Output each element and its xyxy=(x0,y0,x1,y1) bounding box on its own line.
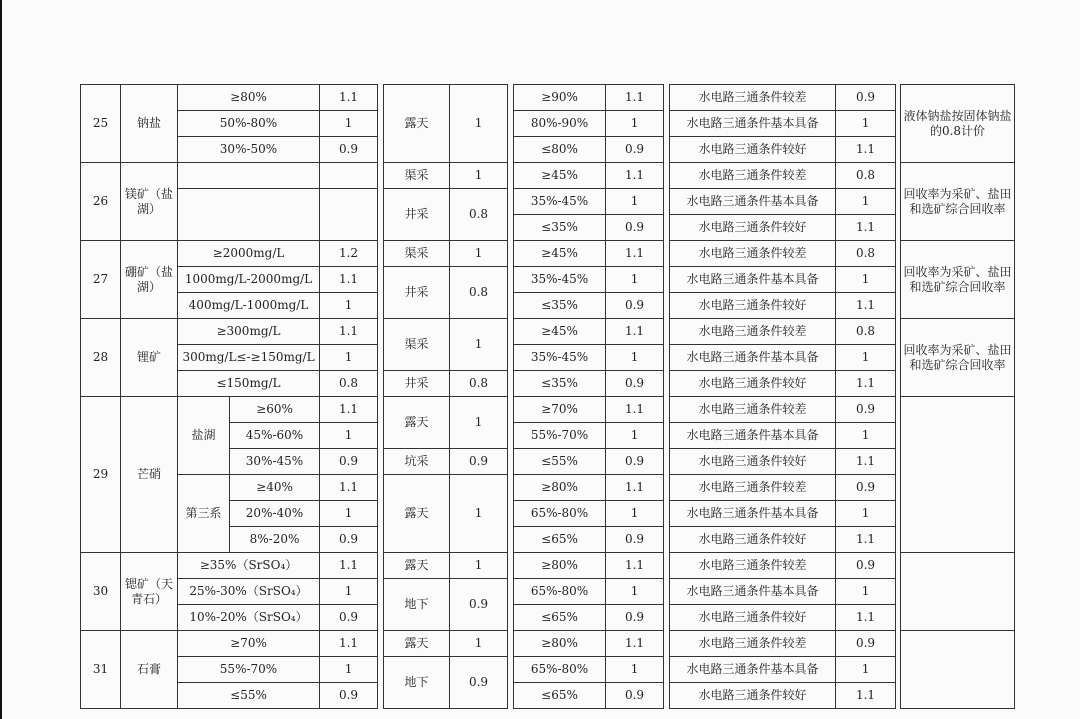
infrastructure-condition: 水电路三通条件基本具备 xyxy=(670,267,836,293)
grade-coefficient: 1.1 xyxy=(320,631,378,657)
method-coefficient: 1 xyxy=(450,85,508,163)
infrastructure-coefficient: 0.9 xyxy=(836,631,896,657)
infrastructure-condition: 水电路三通条件较好 xyxy=(670,137,836,163)
mining-method: 露天 xyxy=(384,631,450,657)
table-row xyxy=(81,85,1015,111)
grade-coefficient: 1 xyxy=(320,293,378,319)
table-row xyxy=(81,605,1015,631)
infrastructure-condition: 水电路三通条件基本具备 xyxy=(670,423,836,449)
table-row xyxy=(81,553,1015,579)
mining-method: 井采 xyxy=(384,189,450,241)
coefficient-table-container xyxy=(80,84,1014,709)
table-row xyxy=(81,241,1015,267)
infrastructure-coefficient: 1.1 xyxy=(836,449,896,475)
grade-coefficient: 1.2 xyxy=(320,241,378,267)
infrastructure-condition: 水电路三通条件较好 xyxy=(670,683,836,709)
table-row xyxy=(81,631,1015,657)
row-number: 25 xyxy=(81,85,121,163)
recovery-condition: 65%-80% xyxy=(514,501,606,527)
table-row xyxy=(81,137,1015,163)
grade-condition: 400mg/L-1000mg/L xyxy=(178,293,320,319)
recovery-coefficient: 0.9 xyxy=(606,449,664,475)
recovery-coefficient: 1.1 xyxy=(606,631,664,657)
row-number: 28 xyxy=(81,319,121,397)
grade-condition: 1000mg/L-2000mg/L xyxy=(178,267,320,293)
recovery-coefficient: 1 xyxy=(606,189,664,215)
mining-method: 坑采 xyxy=(384,449,450,475)
recovery-coefficient: 1.1 xyxy=(606,553,664,579)
recovery-coefficient: 1 xyxy=(606,423,664,449)
infrastructure-condition: 水电路三通条件较差 xyxy=(670,553,836,579)
grade-condition: 50%-80% xyxy=(178,111,320,137)
recovery-coefficient: 0.9 xyxy=(606,371,664,397)
recovery-condition: ≤65% xyxy=(514,683,606,709)
method-coefficient: 0.9 xyxy=(450,579,508,631)
recovery-coefficient: 1.1 xyxy=(606,163,664,189)
grade-coefficient: 1.1 xyxy=(320,553,378,579)
grade-coefficient: 0.8 xyxy=(320,371,378,397)
recovery-condition: ≥80% xyxy=(514,475,606,501)
infrastructure-coefficient: 1 xyxy=(836,423,896,449)
method-coefficient: 1 xyxy=(450,319,508,371)
infrastructure-condition: 水电路三通条件较好 xyxy=(670,371,836,397)
grade-coefficient: 1 xyxy=(320,657,378,683)
grade-condition: ≥35%（SrSO₄） xyxy=(178,553,320,579)
method-coefficient: 1 xyxy=(450,397,508,449)
infrastructure-condition: 水电路三通条件较差 xyxy=(670,631,836,657)
table-row xyxy=(81,345,1015,371)
infrastructure-coefficient: 1.1 xyxy=(836,215,896,241)
recovery-coefficient: 1.1 xyxy=(606,397,664,423)
recovery-condition: 35%-45% xyxy=(514,345,606,371)
table-row xyxy=(81,475,1015,501)
recovery-condition: ≤35% xyxy=(514,215,606,241)
row-number: 26 xyxy=(81,163,121,241)
infrastructure-coefficient: 1 xyxy=(836,657,896,683)
remark xyxy=(901,553,1015,631)
coefficient-table xyxy=(80,84,1015,709)
table-row xyxy=(81,371,1015,397)
recovery-coefficient: 1 xyxy=(606,579,664,605)
row-number: 29 xyxy=(81,397,121,553)
infrastructure-condition: 水电路三通条件较好 xyxy=(670,605,836,631)
infrastructure-coefficient: 0.8 xyxy=(836,319,896,345)
infrastructure-condition: 水电路三通条件基本具备 xyxy=(670,111,836,137)
infrastructure-coefficient: 1.1 xyxy=(836,371,896,397)
grade-condition: ≥80% xyxy=(178,85,320,111)
table-row xyxy=(81,267,1015,293)
recovery-coefficient: 1 xyxy=(606,111,664,137)
grade-coefficient xyxy=(320,163,378,189)
recovery-condition: ≥45% xyxy=(514,319,606,345)
mineral-name: 锶矿（天青石） xyxy=(121,553,178,631)
recovery-condition: ≥70% xyxy=(514,397,606,423)
infrastructure-condition: 水电路三通条件基本具备 xyxy=(670,501,836,527)
grade-condition: 30%-45% xyxy=(230,449,320,475)
mining-method: 地下 xyxy=(384,657,450,709)
recovery-condition: ≤65% xyxy=(514,527,606,553)
recovery-condition: ≥80% xyxy=(514,553,606,579)
recovery-condition: ≥45% xyxy=(514,163,606,189)
table-row xyxy=(81,579,1015,605)
grade-coefficient: 0.9 xyxy=(320,449,378,475)
recovery-coefficient: 1.1 xyxy=(606,475,664,501)
infrastructure-coefficient: 1.1 xyxy=(836,605,896,631)
table-row xyxy=(81,657,1015,683)
recovery-coefficient: 0.9 xyxy=(606,137,664,163)
grade-coefficient: 0.9 xyxy=(320,683,378,709)
recovery-coefficient: 1.1 xyxy=(606,85,664,111)
grade-coefficient: 1.1 xyxy=(320,85,378,111)
grade-coefficient: 0.9 xyxy=(320,605,378,631)
grade-coefficient: 1 xyxy=(320,111,378,137)
infrastructure-condition: 水电路三通条件较差 xyxy=(670,163,836,189)
deposit-subtype: 盐湖 xyxy=(178,397,230,475)
grade-coefficient: 0.9 xyxy=(320,137,378,163)
deposit-subtype: 第三系 xyxy=(178,475,230,553)
mineral-name: 硼矿（盐湖） xyxy=(121,241,178,319)
infrastructure-condition: 水电路三通条件基本具备 xyxy=(670,657,836,683)
recovery-coefficient: 1.1 xyxy=(606,319,664,345)
grade-coefficient: 1 xyxy=(320,501,378,527)
grade-condition xyxy=(178,163,320,189)
recovery-condition: ≥45% xyxy=(514,241,606,267)
table-row xyxy=(81,163,1015,189)
remark: 回收率为采矿、盐田和选矿综合回收率 xyxy=(901,319,1015,397)
remark: 回收率为采矿、盐田和选矿综合回收率 xyxy=(901,163,1015,241)
grade-condition: 300mg/L≤-≥150mg/L xyxy=(178,345,320,371)
recovery-condition: ≤65% xyxy=(514,605,606,631)
grade-condition: 25%-30%（SrSO₄） xyxy=(178,579,320,605)
method-coefficient: 1 xyxy=(450,475,508,553)
grade-condition: ≥2000mg/L xyxy=(178,241,320,267)
infrastructure-coefficient: 1.1 xyxy=(836,683,896,709)
table-row xyxy=(81,293,1015,319)
recovery-coefficient: 0.9 xyxy=(606,215,664,241)
recovery-condition: ≥90% xyxy=(514,85,606,111)
row-number: 31 xyxy=(81,631,121,709)
grade-coefficient xyxy=(320,189,378,241)
remark: 回收率为采矿、盐田和选矿综合回收率 xyxy=(901,241,1015,319)
mining-method: 井采 xyxy=(384,267,450,319)
method-coefficient: 0.8 xyxy=(450,267,508,319)
remark: 液体钠盐按固体钠盐的0.8计价 xyxy=(901,85,1015,163)
mining-method: 井采 xyxy=(384,371,450,397)
infrastructure-coefficient: 1 xyxy=(836,501,896,527)
method-coefficient: 1 xyxy=(450,241,508,267)
infrastructure-coefficient: 0.8 xyxy=(836,241,896,267)
recovery-coefficient: 1 xyxy=(606,267,664,293)
row-number: 27 xyxy=(81,241,121,319)
infrastructure-condition: 水电路三通条件基本具备 xyxy=(670,345,836,371)
method-coefficient: 1 xyxy=(450,553,508,579)
infrastructure-condition: 水电路三通条件较好 xyxy=(670,293,836,319)
recovery-coefficient: 1.1 xyxy=(606,241,664,267)
infrastructure-condition: 水电路三通条件基本具备 xyxy=(670,579,836,605)
mining-method: 渠采 xyxy=(384,241,450,267)
recovery-coefficient: 0.9 xyxy=(606,293,664,319)
grade-condition: 55%-70% xyxy=(178,657,320,683)
infrastructure-coefficient: 1 xyxy=(836,579,896,605)
infrastructure-coefficient: 1 xyxy=(836,267,896,293)
mineral-name: 石膏 xyxy=(121,631,178,709)
mineral-name: 芒硝 xyxy=(121,397,178,553)
grade-coefficient: 1.1 xyxy=(320,397,378,423)
recovery-condition: 35%-45% xyxy=(514,189,606,215)
recovery-coefficient: 0.9 xyxy=(606,605,664,631)
row-number: 30 xyxy=(81,553,121,631)
infrastructure-coefficient: 0.8 xyxy=(836,163,896,189)
table-row xyxy=(81,319,1015,345)
mineral-name: 钠盐 xyxy=(121,85,178,163)
infrastructure-coefficient: 1.1 xyxy=(836,137,896,163)
table-row xyxy=(81,189,1015,215)
infrastructure-coefficient: 0.9 xyxy=(836,85,896,111)
method-coefficient: 0.9 xyxy=(450,657,508,709)
infrastructure-condition: 水电路三通条件较差 xyxy=(670,319,836,345)
method-coefficient: 1 xyxy=(450,631,508,657)
mining-method: 渠采 xyxy=(384,163,450,189)
infrastructure-coefficient: 1 xyxy=(836,189,896,215)
recovery-condition: ≤35% xyxy=(514,371,606,397)
remark xyxy=(901,397,1015,553)
infrastructure-condition: 水电路三通条件较好 xyxy=(670,527,836,553)
page-left-edge xyxy=(0,0,2,719)
grade-coefficient: 0.9 xyxy=(320,527,378,553)
mining-method: 露天 xyxy=(384,397,450,449)
recovery-condition: 65%-80% xyxy=(514,579,606,605)
infrastructure-coefficient: 1 xyxy=(836,345,896,371)
infrastructure-condition: 水电路三通条件较好 xyxy=(670,449,836,475)
recovery-condition: 55%-70% xyxy=(514,423,606,449)
infrastructure-coefficient: 0.9 xyxy=(836,397,896,423)
grade-condition: 8%-20% xyxy=(230,527,320,553)
grade-condition: ≥60% xyxy=(230,397,320,423)
recovery-condition: 35%-45% xyxy=(514,267,606,293)
recovery-condition: ≤35% xyxy=(514,293,606,319)
table-row xyxy=(81,111,1015,137)
table-row xyxy=(81,397,1015,423)
mining-method: 渠采 xyxy=(384,319,450,371)
recovery-condition: ≤55% xyxy=(514,449,606,475)
grade-condition: 45%-60% xyxy=(230,423,320,449)
grade-coefficient: 1.1 xyxy=(320,475,378,501)
table-row xyxy=(81,683,1015,709)
grade-condition: ≥70% xyxy=(178,631,320,657)
infrastructure-coefficient: 1.1 xyxy=(836,293,896,319)
recovery-condition: 65%-80% xyxy=(514,657,606,683)
grade-condition: ≥300mg/L xyxy=(178,319,320,345)
grade-coefficient: 1.1 xyxy=(320,267,378,293)
grade-coefficient: 1 xyxy=(320,579,378,605)
recovery-condition: 80%-90% xyxy=(514,111,606,137)
method-coefficient: 1 xyxy=(450,163,508,189)
mining-method: 地下 xyxy=(384,579,450,631)
grade-coefficient: 1.1 xyxy=(320,319,378,345)
grade-condition: 30%-50% xyxy=(178,137,320,163)
mineral-name: 锂矿 xyxy=(121,319,178,397)
grade-condition: ≥40% xyxy=(230,475,320,501)
method-coefficient: 0.8 xyxy=(450,189,508,241)
mining-method: 露天 xyxy=(384,475,450,553)
infrastructure-coefficient: 1.1 xyxy=(836,527,896,553)
infrastructure-condition: 水电路三通条件较差 xyxy=(670,475,836,501)
grade-condition: ≤55% xyxy=(178,683,320,709)
infrastructure-condition: 水电路三通条件较差 xyxy=(670,397,836,423)
recovery-condition: ≥80% xyxy=(514,631,606,657)
recovery-coefficient: 1 xyxy=(606,345,664,371)
grade-condition: ≤150mg/L xyxy=(178,371,320,397)
grade-coefficient: 1 xyxy=(320,423,378,449)
infrastructure-condition: 水电路三通条件较好 xyxy=(670,215,836,241)
grade-condition xyxy=(178,189,320,241)
remark xyxy=(901,631,1015,709)
method-coefficient: 0.8 xyxy=(450,371,508,397)
recovery-coefficient: 1 xyxy=(606,501,664,527)
recovery-coefficient: 0.9 xyxy=(606,527,664,553)
grade-coefficient: 1 xyxy=(320,345,378,371)
mining-method: 露天 xyxy=(384,553,450,579)
grade-condition: 10%-20%（SrSO₄） xyxy=(178,605,320,631)
recovery-coefficient: 0.9 xyxy=(606,683,664,709)
infrastructure-coefficient: 0.9 xyxy=(836,475,896,501)
grade-condition: 20%-40% xyxy=(230,501,320,527)
recovery-coefficient: 1 xyxy=(606,657,664,683)
infrastructure-condition: 水电路三通条件较差 xyxy=(670,241,836,267)
mining-method: 露天 xyxy=(384,85,450,163)
mineral-name: 镁矿（盐湖） xyxy=(121,163,178,241)
infrastructure-coefficient: 1 xyxy=(836,111,896,137)
infrastructure-condition: 水电路三通条件基本具备 xyxy=(670,189,836,215)
infrastructure-coefficient: 0.9 xyxy=(836,553,896,579)
recovery-condition: ≤80% xyxy=(514,137,606,163)
infrastructure-condition: 水电路三通条件较差 xyxy=(670,85,836,111)
method-coefficient: 0.9 xyxy=(450,449,508,475)
